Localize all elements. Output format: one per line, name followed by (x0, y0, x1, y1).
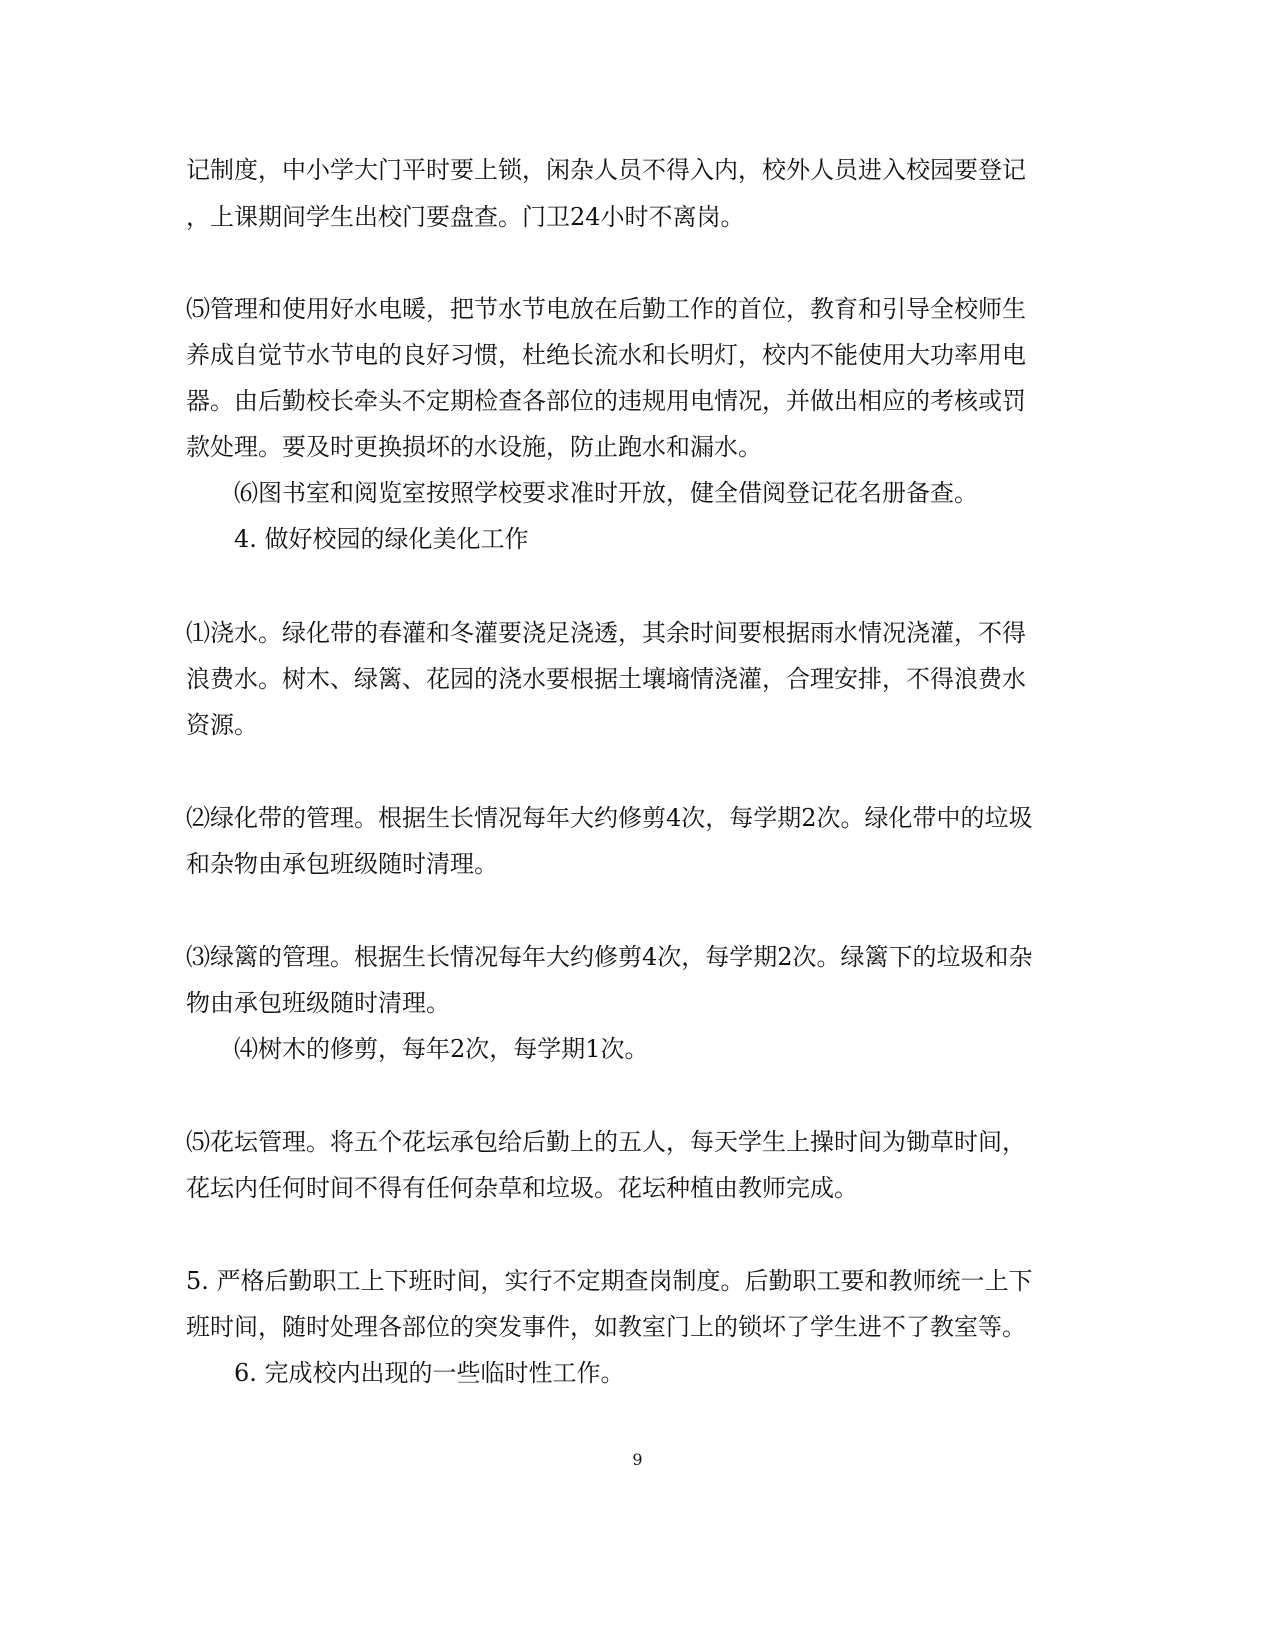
text-line: 资源。 (186, 711, 258, 739)
text-line: 养成自觉节水节电的良好习惯，杜绝长流水和长明灯，校内不能使用大功率用电 (186, 341, 1026, 369)
text-line: 和杂物由承包班级随时清理。 (186, 850, 498, 878)
text-line: ⑷树木的修剪，每年2次，每学期1次。 (234, 1035, 649, 1063)
text-line: ，上课期间学生出校门要盘查。门卫24小时不离岗。 (186, 203, 745, 231)
text-line: ⑹图书室和阅览室按照学校要求准时开放，健全借阅登记花名册备查。 (234, 479, 978, 507)
text-line: 物由承包班级随时清理。 (186, 989, 450, 1017)
text-line: 浪费水。树木、绿篱、花园的浇水要根据土壤墒情浇灌，合理安排，不得浪费水 (186, 665, 1026, 693)
section-heading: 4. 做好校园的绿化美化工作 (234, 525, 529, 553)
text-line: ⑸花坛管理。将五个花坛承包给后勤上的五人，每天学生上操时间为锄草时间， (186, 1128, 1026, 1156)
text-line: 5. 严格后勤职工上下班时间，实行不定期查岗制度。后勤职工要和教师统一上下 (186, 1267, 1033, 1295)
text-line: 款处理。要及时更换损坏的水设施，防止跑水和漏水。 (186, 433, 762, 461)
text-line: 花坛内任何时间不得有任何杂草和垃圾。花坛种植由教师完成。 (186, 1174, 858, 1202)
text-line: 6. 完成校内出现的一些临时性工作。 (234, 1359, 625, 1387)
text-line: ⑶绿篱的管理。根据生长情况每年大约修剪4次，每学期2次。绿篱下的垃圾和杂 (186, 943, 1033, 971)
text-line: 器。由后勤校长牵头不定期检查各部位的违规用电情况，并做出相应的考核或罚 (186, 387, 1026, 415)
text-line: 记制度，中小学大门平时要上锁，闲杂人员不得入内，校外人员进入校园要登记 (186, 156, 1026, 184)
text-line: ⑴浇水。绿化带的春灌和冬灌要浇足浇透，其余时间要根据雨水情况浇灌，不得 (186, 619, 1026, 647)
text-line: ⑸管理和使用好水电暖，把节水节电放在后勤工作的首位，教育和引导全校师生 (186, 295, 1026, 323)
text-line: ⑵绿化带的管理。根据生长情况每年大约修剪4次，每学期2次。绿化带中的垃圾 (186, 804, 1033, 832)
page-number: 9 (632, 1450, 643, 1469)
text-line: 班时间，随时处理各部位的突发事件，如教室门上的锁坏了学生进不了教室等。 (186, 1313, 1026, 1341)
